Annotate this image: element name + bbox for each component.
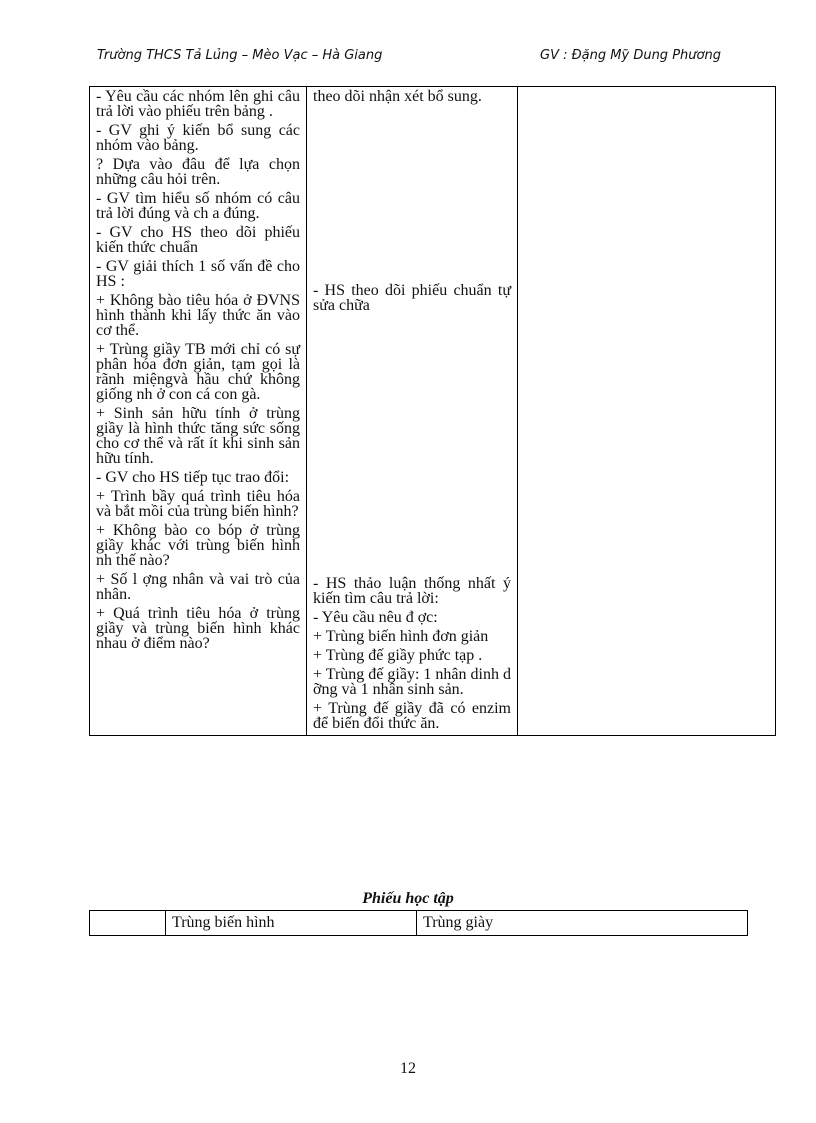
lesson-table [89,86,776,736]
worksheet-cell-paramecium: Trùng giày [417,911,748,936]
worksheet-table [89,910,748,936]
paragraph: - HS thảo luận thống nhất ý kiến tìm câu trả lời: [313,575,511,607]
paragraph: + Quá trình tiêu hóa ở trùng giầy và trùng biến hình khác nhau ở điểm nào? [96,605,300,652]
notes-column [518,87,776,736]
paragraph: + Sinh sản hữu tính ở trùng giầy là hình thức tăng sức sống cho cơ thể và rất ít khi sinh sản hữu tính. [96,405,300,467]
paragraph: - GV tìm hiểu số nhóm có câu trả lời đúng và ch a đúng. [96,190,300,222]
paragraph: - GV cho HS theo dõi phiếu kiến thức chuẩn [96,224,300,256]
paragraph: - Yêu cầu nêu đ ợc: [313,609,438,626]
paragraph: + Trùng đế giầy đã có enzim để biến đổi thức ăn. [313,700,511,732]
paragraph: - Yêu cầu các nhóm lên ghi câu trả lời vào phiếu trên bảng . [96,88,300,120]
worksheet-cell-amoeba: Trùng biến hình [166,911,417,936]
paragraph: + Không bào co bóp ở trùng giầy khác với trùng biến hình nh thế nào? [96,522,300,569]
paragraph: + Trùng đế giầy phức tạp . [313,647,483,664]
header-teacher: GV : Đặng Mỹ Dung Phương [540,48,721,63]
paragraph: - GV ghi ý kiến bổ sung các nhóm vào bảng. [96,122,300,154]
paragraph: + Trùng giầy TB mới chỉ có sự phân hóa đơn giản, tạm gọi là rãnh miệngvà hầu chứ không giống nh ở con cá con gà. [96,341,300,403]
header-school: Trường THCS Tả Lủng – Mèo Vạc – Hà Giang [97,48,383,63]
worksheet-title: Phiếu học tập [362,890,454,907]
paragraph: - GV cho HS tiếp tục trao đổi: [96,469,290,486]
paragraph: - GV giải thích 1 số vấn đề cho HS : [96,258,300,290]
teacher-activity-column [90,87,307,736]
student-activity-column [307,87,518,736]
page-number: 12 [400,1060,416,1077]
paragraph: theo dõi nhận xét bổ sung. [313,88,482,105]
worksheet-cell-blank [90,911,166,936]
paragraph: + Số l ợng nhân và vai trò của nhân. [96,571,300,603]
paragraph: + Trình bầy quá trình tiêu hóa và bắt mồi của trùng biến hình? [96,488,300,520]
paragraph: + Trùng biến hình đơn giản [313,628,489,645]
paragraph: + Không bào tiêu hóa ở ĐVNS hình thành khi lấy thức ăn vào cơ thể. [96,292,300,339]
paragraph: ? Dựa vào đâu để lựa chọn những câu hỏi trên. [96,156,300,188]
paragraph: + Trùng đế giầy: 1 nhân dinh d ỡng và 1 nhân sinh sản. [313,666,511,698]
paragraph: - HS theo dõi phiếu chuẩn tự sửa chữa [313,282,511,314]
